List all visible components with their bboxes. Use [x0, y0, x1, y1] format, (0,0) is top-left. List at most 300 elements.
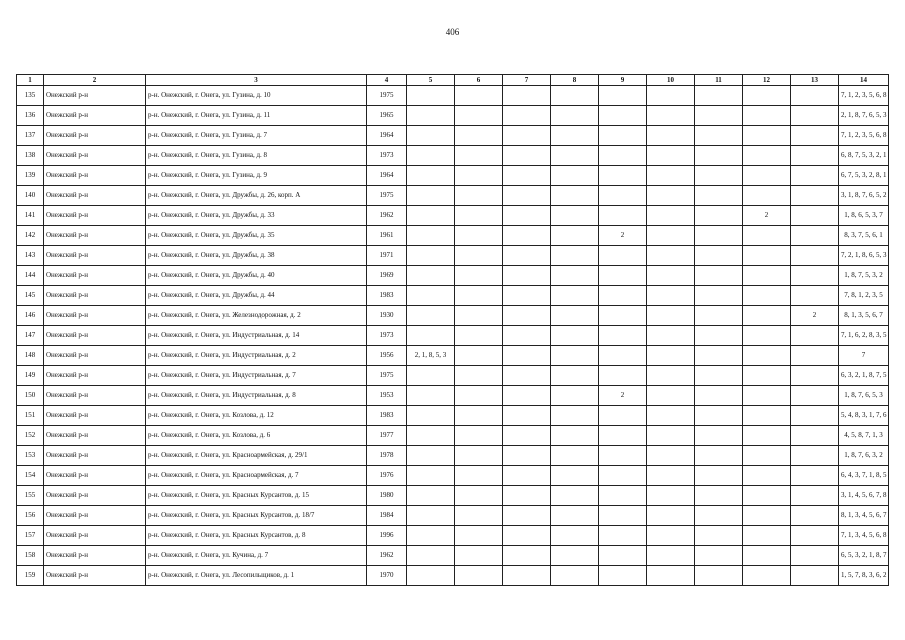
cell-address: р-н. Онежский, г. Онега, ул. Красных Курсантов, д. 8	[146, 526, 367, 546]
cell-col-12	[743, 506, 791, 526]
cell-district: Онежский р-н	[44, 526, 146, 546]
cell-col-7	[503, 206, 551, 226]
table-row	[17, 486, 889, 506]
table-row	[17, 466, 889, 486]
table-row	[17, 126, 889, 146]
cell-row-number: 139	[17, 166, 44, 186]
cell-row-number: 152	[17, 426, 44, 446]
cell-address: р-н. Онежский, г. Онега, ул. Дружбы, д. 26, корп. А	[146, 186, 367, 206]
cell-col-12	[743, 266, 791, 286]
cell-col-8	[551, 446, 599, 466]
cell-col-10	[647, 146, 695, 166]
cell-district: Онежский р-н	[44, 566, 146, 586]
cell-col-5	[407, 86, 455, 106]
cell-col-10	[647, 226, 695, 246]
cell-col-6	[455, 366, 503, 386]
cell-year: 1964	[367, 166, 407, 186]
cell-col-9	[599, 426, 647, 446]
cell-col-14: 6, 7, 5, 3, 2, 8, 1	[839, 166, 889, 186]
cell-col-11	[695, 446, 743, 466]
cell-address: р-н. Онежский, г. Онега, ул. Гузина, д. 8	[146, 146, 367, 166]
cell-col-9	[599, 126, 647, 146]
cell-address: р-н. Онежский, г. Онега, ул. Гузина, д. 9	[146, 166, 367, 186]
cell-district: Онежский р-н	[44, 446, 146, 466]
cell-col-11	[695, 86, 743, 106]
cell-col-8	[551, 166, 599, 186]
column-header-4: 4	[367, 75, 407, 86]
cell-col-11	[695, 506, 743, 526]
cell-col-10	[647, 246, 695, 266]
cell-col-12	[743, 406, 791, 426]
cell-col-13	[791, 286, 839, 306]
column-header-1: 1	[17, 75, 44, 86]
cell-col-8	[551, 266, 599, 286]
column-header-11: 11	[695, 75, 743, 86]
cell-col-6	[455, 486, 503, 506]
page-number: 406	[445, 27, 460, 37]
cell-col-13	[791, 406, 839, 426]
cell-col-7	[503, 166, 551, 186]
cell-district: Онежский р-н	[44, 326, 146, 346]
cell-col-11	[695, 206, 743, 226]
cell-col-9	[599, 166, 647, 186]
column-header-6: 6	[455, 75, 503, 86]
cell-col-9	[599, 346, 647, 366]
cell-year: 1961	[367, 226, 407, 246]
cell-col-11	[695, 246, 743, 266]
cell-col-6	[455, 426, 503, 446]
cell-col-14: 7, 8, 1, 2, 3, 5	[839, 286, 889, 306]
cell-col-9	[599, 86, 647, 106]
cell-year: 1930	[367, 306, 407, 326]
cell-col-13	[791, 506, 839, 526]
cell-col-7	[503, 386, 551, 406]
cell-row-number: 147	[17, 326, 44, 346]
cell-col-5	[407, 146, 455, 166]
cell-col-12	[743, 286, 791, 306]
cell-district: Онежский р-н	[44, 126, 146, 146]
cell-col-5	[407, 186, 455, 206]
cell-col-14: 4, 5, 8, 7, 1, 3	[839, 426, 889, 446]
cell-col-12	[743, 326, 791, 346]
cell-col-14: 8, 1, 3, 4, 5, 6, 7	[839, 506, 889, 526]
cell-col-9	[599, 146, 647, 166]
cell-col-12	[743, 126, 791, 146]
cell-col-6	[455, 306, 503, 326]
cell-col-14: 1, 8, 7, 6, 3, 2	[839, 446, 889, 466]
cell-col-12	[743, 466, 791, 486]
cell-col-12	[743, 426, 791, 446]
cell-year: 1965	[367, 106, 407, 126]
table-row	[17, 366, 889, 386]
cell-col-10	[647, 306, 695, 326]
cell-row-number: 135	[17, 86, 44, 106]
cell-col-11	[695, 526, 743, 546]
cell-col-11	[695, 386, 743, 406]
cell-col-13	[791, 126, 839, 146]
cell-col-14: 2, 1, 8, 7, 6, 5, 3	[839, 106, 889, 126]
cell-row-number: 157	[17, 526, 44, 546]
cell-col-5	[407, 246, 455, 266]
cell-col-10	[647, 546, 695, 566]
cell-col-5	[407, 546, 455, 566]
cell-col-13	[791, 346, 839, 366]
cell-col-12	[743, 486, 791, 506]
cell-col-9	[599, 486, 647, 506]
cell-district: Онежский р-н	[44, 466, 146, 486]
cell-col-8	[551, 426, 599, 446]
cell-col-13	[791, 186, 839, 206]
cell-col-5	[407, 566, 455, 586]
cell-col-12	[743, 166, 791, 186]
cell-col-12	[743, 546, 791, 566]
cell-year: 1996	[367, 526, 407, 546]
cell-col-10	[647, 486, 695, 506]
cell-col-12	[743, 186, 791, 206]
cell-col-7	[503, 266, 551, 286]
table-row	[17, 246, 889, 266]
table-row	[17, 386, 889, 406]
cell-col-8	[551, 346, 599, 366]
cell-col-13	[791, 146, 839, 166]
cell-col-8	[551, 506, 599, 526]
cell-row-number: 141	[17, 206, 44, 226]
cell-col-13	[791, 486, 839, 506]
cell-col-6	[455, 266, 503, 286]
cell-col-14: 7	[839, 346, 889, 366]
cell-address: р-н. Онежский, г. Онега, ул. Индустриальная, д. 14	[146, 326, 367, 346]
cell-col-9	[599, 206, 647, 226]
cell-col-6	[455, 386, 503, 406]
cell-col-7	[503, 226, 551, 246]
cell-col-14: 6, 5, 3, 2, 1, 8, 7	[839, 546, 889, 566]
cell-address: р-н. Онежский, г. Онега, ул. Красных Курсантов, д. 15	[146, 486, 367, 506]
cell-col-5	[407, 386, 455, 406]
cell-col-6	[455, 506, 503, 526]
cell-col-12	[743, 226, 791, 246]
cell-col-11	[695, 306, 743, 326]
cell-year: 1975	[367, 186, 407, 206]
cell-row-number: 155	[17, 486, 44, 506]
cell-col-14: 1, 8, 7, 6, 5, 3	[839, 386, 889, 406]
cell-col-6	[455, 526, 503, 546]
cell-year: 1970	[367, 566, 407, 586]
cell-col-9	[599, 246, 647, 266]
cell-col-11	[695, 166, 743, 186]
cell-col-6	[455, 346, 503, 366]
cell-district: Онежский р-н	[44, 226, 146, 246]
table-row	[17, 226, 889, 246]
cell-col-7	[503, 426, 551, 446]
cell-district: Онежский р-н	[44, 546, 146, 566]
cell-col-13	[791, 526, 839, 546]
cell-col-11	[695, 346, 743, 366]
cell-col-13	[791, 86, 839, 106]
cell-col-11	[695, 286, 743, 306]
cell-col-7	[503, 186, 551, 206]
cell-year: 1975	[367, 366, 407, 386]
cell-address: р-н. Онежский, г. Онега, ул. Дружбы, д. 40	[146, 266, 367, 286]
cell-row-number: 136	[17, 106, 44, 126]
cell-col-6	[455, 86, 503, 106]
cell-col-9	[599, 506, 647, 526]
column-header-14: 14	[839, 75, 889, 86]
cell-col-5	[407, 266, 455, 286]
cell-col-8	[551, 226, 599, 246]
cell-col-14: 8, 3, 7, 5, 6, 1	[839, 226, 889, 246]
cell-col-10	[647, 466, 695, 486]
cell-col-12	[743, 106, 791, 126]
cell-col-6	[455, 326, 503, 346]
column-header-9: 9	[599, 75, 647, 86]
cell-address: р-н. Онежский, г. Онега, ул. Дружбы, д. 35	[146, 226, 367, 246]
cell-col-14: 5, 4, 8, 3, 1, 7, 6	[839, 406, 889, 426]
cell-district: Онежский р-н	[44, 206, 146, 226]
cell-col-7	[503, 406, 551, 426]
cell-col-14: 8, 1, 3, 5, 6, 7	[839, 306, 889, 326]
cell-col-9	[599, 526, 647, 546]
cell-col-8	[551, 526, 599, 546]
table-row	[17, 106, 889, 126]
cell-col-9	[599, 566, 647, 586]
table-row	[17, 406, 889, 426]
cell-col-12	[743, 526, 791, 546]
cell-col-8	[551, 546, 599, 566]
table-row	[17, 426, 889, 446]
table-row	[17, 266, 889, 286]
cell-col-9	[599, 446, 647, 466]
cell-col-8	[551, 186, 599, 206]
cell-year: 1971	[367, 246, 407, 266]
cell-district: Онежский р-н	[44, 286, 146, 306]
cell-year: 1984	[367, 506, 407, 526]
column-header-10: 10	[647, 75, 695, 86]
cell-row-number: 143	[17, 246, 44, 266]
column-header-7: 7	[503, 75, 551, 86]
cell-col-12	[743, 446, 791, 466]
cell-col-5	[407, 526, 455, 546]
table-row	[17, 306, 889, 326]
cell-col-8	[551, 406, 599, 426]
cell-col-11	[695, 146, 743, 166]
cell-year: 1962	[367, 206, 407, 226]
cell-col-6	[455, 466, 503, 486]
cell-col-10	[647, 86, 695, 106]
cell-col-8	[551, 566, 599, 586]
cell-col-9	[599, 286, 647, 306]
cell-col-10	[647, 326, 695, 346]
cell-col-8	[551, 306, 599, 326]
cell-col-5	[407, 106, 455, 126]
cell-col-14: 3, 1, 8, 7, 6, 5, 2	[839, 186, 889, 206]
cell-col-8	[551, 146, 599, 166]
table-row	[17, 546, 889, 566]
cell-row-number: 138	[17, 146, 44, 166]
cell-col-13	[791, 206, 839, 226]
cell-address: р-н. Онежский, г. Онега, ул. Индустриальная, д. 7	[146, 366, 367, 386]
cell-col-6	[455, 126, 503, 146]
cell-col-5	[407, 506, 455, 526]
cell-col-5	[407, 126, 455, 146]
cell-row-number: 156	[17, 506, 44, 526]
cell-col-9	[599, 466, 647, 486]
cell-col-13	[791, 246, 839, 266]
cell-col-7	[503, 346, 551, 366]
cell-col-10	[647, 366, 695, 386]
cell-col-14: 7, 1, 3, 4, 5, 6, 8	[839, 526, 889, 546]
cell-col-14: 7, 1, 6, 2, 8, 3, 5	[839, 326, 889, 346]
cell-col-12	[743, 86, 791, 106]
cell-address: р-н. Онежский, г. Онега, ул. Индустриальная, д. 2	[146, 346, 367, 366]
cell-col-13	[791, 366, 839, 386]
cell-col-5: 2, 1, 8, 5, 3	[407, 346, 455, 366]
cell-district: Онежский р-н	[44, 166, 146, 186]
cell-row-number: 150	[17, 386, 44, 406]
cell-col-14: 6, 8, 7, 5, 3, 2, 1	[839, 146, 889, 166]
cell-col-8	[551, 326, 599, 346]
cell-address: р-н. Онежский, г. Онега, ул. Лесопильщиков, д. 1	[146, 566, 367, 586]
cell-year: 1973	[367, 326, 407, 346]
cell-address: р-н. Онежский, г. Онега, ул. Красноармейская, д. 7	[146, 466, 367, 486]
cell-address: р-н. Онежский, г. Онега, ул. Гузина, д. 11	[146, 106, 367, 126]
cell-col-6	[455, 246, 503, 266]
cell-col-13	[791, 106, 839, 126]
cell-col-5	[407, 286, 455, 306]
cell-col-7	[503, 486, 551, 506]
cell-col-9: 2	[599, 226, 647, 246]
cell-col-10	[647, 166, 695, 186]
cell-row-number: 153	[17, 446, 44, 466]
cell-address: р-н. Онежский, г. Онега, ул. Дружбы, д. 38	[146, 246, 367, 266]
cell-row-number: 144	[17, 266, 44, 286]
table-row	[17, 566, 889, 586]
cell-row-number: 159	[17, 566, 44, 586]
column-header-3: 3	[146, 75, 367, 86]
cell-col-7	[503, 366, 551, 386]
cell-col-6	[455, 186, 503, 206]
cell-district: Онежский р-н	[44, 246, 146, 266]
cell-district: Онежский р-н	[44, 426, 146, 446]
cell-col-5	[407, 486, 455, 506]
cell-col-5	[407, 466, 455, 486]
cell-col-14: 7, 1, 2, 3, 5, 6, 8	[839, 86, 889, 106]
cell-col-5	[407, 426, 455, 446]
cell-address: р-н. Онежский, г. Онега, ул. Гузина, д. 7	[146, 126, 367, 146]
cell-col-7	[503, 506, 551, 526]
cell-col-14: 3, 1, 4, 5, 6, 7, 8	[839, 486, 889, 506]
cell-district: Онежский р-н	[44, 386, 146, 406]
cell-year: 1980	[367, 486, 407, 506]
cell-col-6	[455, 286, 503, 306]
cell-col-6	[455, 166, 503, 186]
cell-col-14: 7, 2, 1, 8, 6, 5, 3	[839, 246, 889, 266]
cell-col-10	[647, 566, 695, 586]
cell-year: 1975	[367, 86, 407, 106]
column-header-13: 13	[791, 75, 839, 86]
cell-col-11	[695, 466, 743, 486]
cell-col-10	[647, 126, 695, 146]
cell-district: Онежский р-н	[44, 86, 146, 106]
cell-col-8	[551, 486, 599, 506]
cell-col-6	[455, 566, 503, 586]
cell-col-13	[791, 266, 839, 286]
cell-district: Онежский р-н	[44, 366, 146, 386]
cell-col-10	[647, 346, 695, 366]
cell-row-number: 146	[17, 306, 44, 326]
cell-col-7	[503, 86, 551, 106]
cell-col-10	[647, 186, 695, 206]
cell-col-5	[407, 326, 455, 346]
cell-address: р-н. Онежский, г. Онега, ул. Козлова, д. 12	[146, 406, 367, 426]
cell-year: 1983	[367, 286, 407, 306]
cell-col-12	[743, 306, 791, 326]
cell-col-14: 1, 8, 6, 5, 3, 7	[839, 206, 889, 226]
cell-col-6	[455, 146, 503, 166]
cell-col-7	[503, 526, 551, 546]
cell-col-11	[695, 486, 743, 506]
cell-col-5	[407, 446, 455, 466]
cell-col-5	[407, 206, 455, 226]
cell-col-13	[791, 426, 839, 446]
cell-col-8	[551, 206, 599, 226]
cell-col-13: 2	[791, 306, 839, 326]
cell-col-7	[503, 306, 551, 326]
table-row	[17, 86, 889, 106]
cell-year: 1969	[367, 266, 407, 286]
cell-address: р-н. Онежский, г. Онега, ул. Красных Курсантов, д. 18/7	[146, 506, 367, 526]
cell-col-9	[599, 306, 647, 326]
cell-col-11	[695, 366, 743, 386]
cell-col-11	[695, 406, 743, 426]
cell-col-12	[743, 366, 791, 386]
table-row	[17, 446, 889, 466]
cell-col-8	[551, 126, 599, 146]
table-body	[17, 86, 889, 586]
cell-col-10	[647, 106, 695, 126]
cell-year: 1983	[367, 406, 407, 426]
cell-col-9	[599, 326, 647, 346]
cell-year: 1956	[367, 346, 407, 366]
cell-col-9	[599, 266, 647, 286]
table-row	[17, 206, 889, 226]
cell-year: 1962	[367, 546, 407, 566]
cell-col-14: 7, 1, 2, 3, 5, 6, 8	[839, 126, 889, 146]
cell-col-6	[455, 406, 503, 426]
cell-col-8	[551, 366, 599, 386]
cell-col-11	[695, 326, 743, 346]
cell-address: р-н. Онежский, г. Онега, ул. Козлова, д. 6	[146, 426, 367, 446]
cell-row-number: 142	[17, 226, 44, 246]
cell-col-10	[647, 446, 695, 466]
cell-col-6	[455, 446, 503, 466]
cell-col-5	[407, 366, 455, 386]
cell-col-5	[407, 166, 455, 186]
cell-col-13	[791, 546, 839, 566]
cell-row-number: 148	[17, 346, 44, 366]
cell-row-number: 154	[17, 466, 44, 486]
cell-row-number: 149	[17, 366, 44, 386]
table-row	[17, 326, 889, 346]
cell-col-13	[791, 386, 839, 406]
cell-col-13	[791, 226, 839, 246]
cell-col-7	[503, 146, 551, 166]
cell-col-14: 1, 5, 7, 8, 3, 6, 2	[839, 566, 889, 586]
cell-col-8	[551, 286, 599, 306]
cell-col-11	[695, 106, 743, 126]
cell-col-7	[503, 566, 551, 586]
cell-col-9	[599, 366, 647, 386]
cell-col-10	[647, 286, 695, 306]
